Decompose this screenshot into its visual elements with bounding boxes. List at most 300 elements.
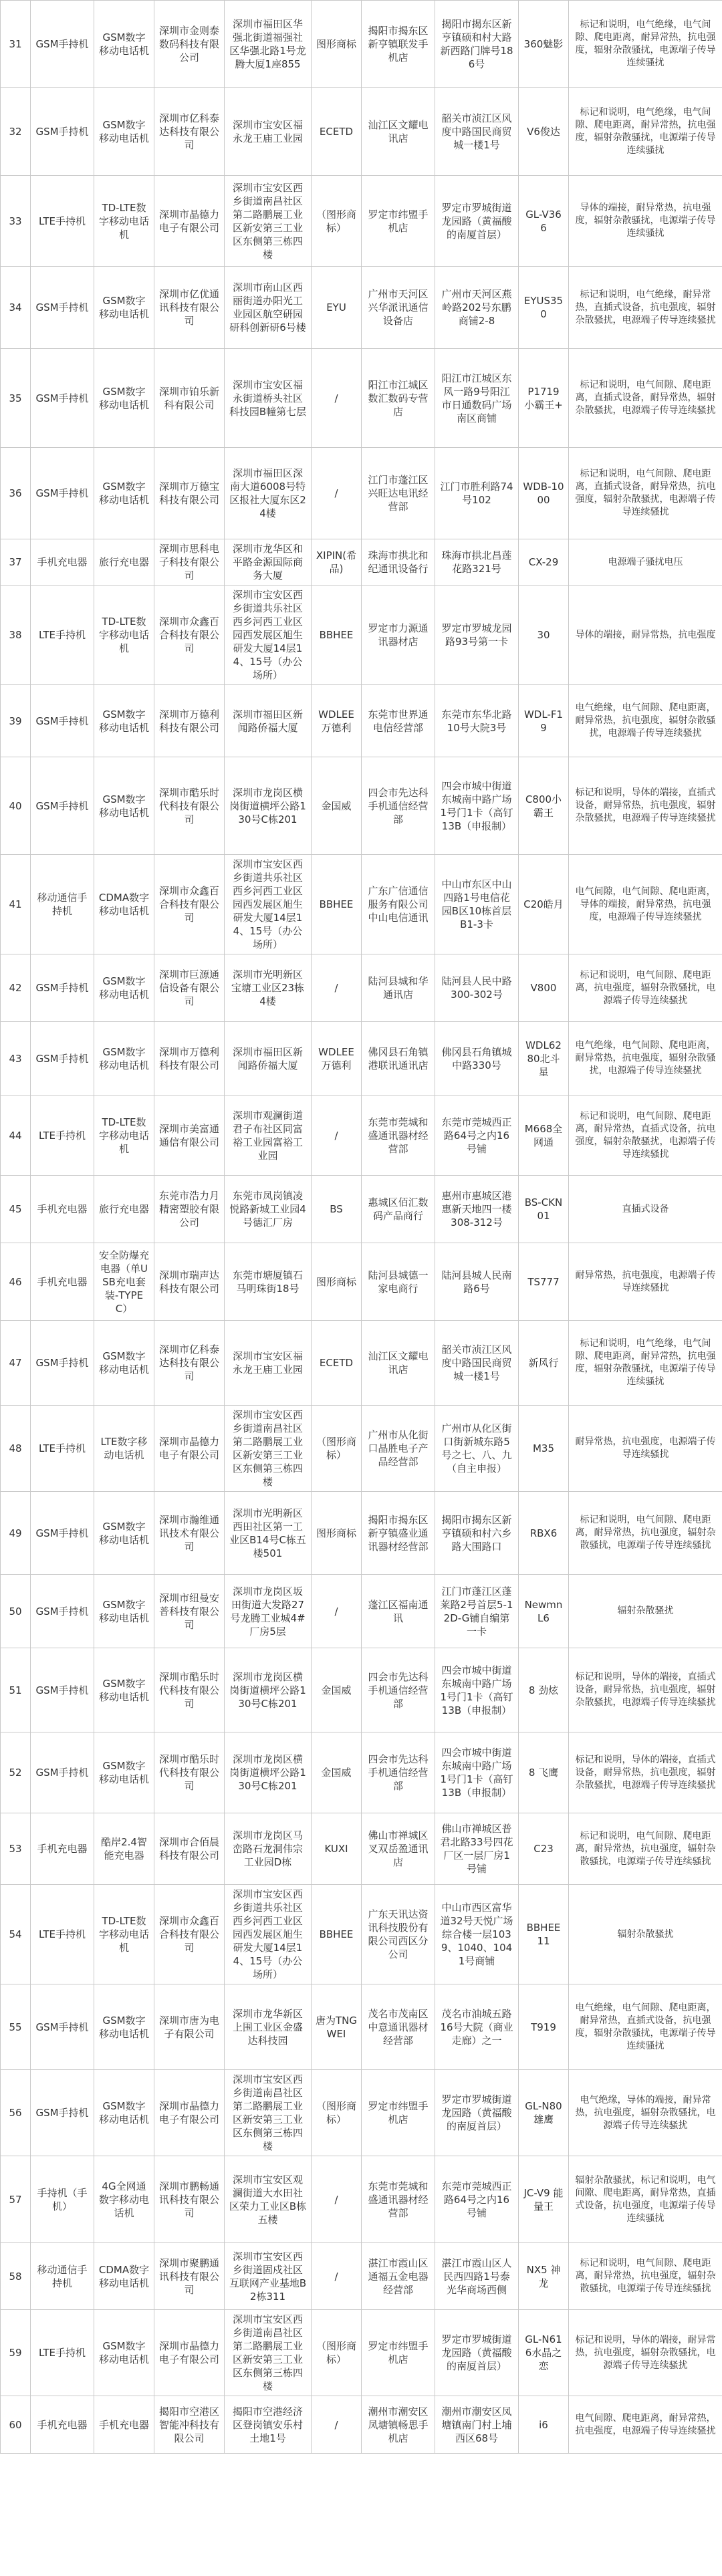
- cell-seller-address: 罗定市罗城龙园路93号第一卡: [435, 586, 519, 685]
- cell-manufacturer: 深圳市金则泰数码科技有限公司: [154, 1, 225, 88]
- cell-trademark: 唐为TNGWEI: [312, 1984, 362, 2070]
- cell-seller-address: 罗定市罗城街道龙园路（黄福酸的南厦首层）: [435, 2310, 519, 2396]
- cell-manufacturer: 深圳市亿优通讯科技有限公司: [154, 267, 225, 349]
- cell-product-category: GSM数字移动电话机: [94, 267, 154, 349]
- cell-row-number: 37: [1, 539, 31, 586]
- cell-seller-address: 江门市胜利路74号102: [435, 448, 519, 539]
- cell-manufacturer: 深圳市晶德力电子有限公司: [154, 2310, 225, 2396]
- cell-manufacturer-address: 深圳市宝安区西乡街道南昌社区第二路鹏展工业区新安第三工业区东侧第三栋四楼: [225, 176, 312, 267]
- cell-trademark: （图形商标）: [312, 2070, 362, 2156]
- cell-nonconformity: 标记和说明，导体的端接，直插式设备，耐异常热，抗电强度，辐射杂散骚扰，电源端子传导连续骚扰: [569, 1648, 722, 1732]
- cell-manufacturer-address: 深圳市宝安区西乡街道南昌社区第二路鹏展工业区新安第三工业区东侧第三栋四楼: [225, 1406, 312, 1492]
- cell-nonconformity: 标记和说明，电气间隙、爬电距离，耐异常热，抗电强度，辐射杂散骚扰，电源端子传导连续骚扰: [569, 2243, 722, 2310]
- cell-trademark: /: [312, 349, 362, 448]
- cell-row-number: 40: [1, 757, 31, 855]
- table-row: [1, 448, 722, 539]
- cell-product-category: GSM数字移动电话机: [94, 1022, 154, 1096]
- cell-row-number: 59: [1, 2310, 31, 2396]
- cell-product-name: GSM手持机: [31, 448, 94, 539]
- cell-seller-address: 陆河县城人民南路6号: [435, 1243, 519, 1321]
- cell-product-category: GSM数字移动电话机: [94, 1321, 154, 1406]
- cell-seller-address: 珠海市拱北昌莲花路321号: [435, 539, 519, 586]
- cell-nonconformity: 标记和说明，导体的端接，直插式设备，耐异常热，抗电强度，辐射杂散骚扰，电源端子传导连续骚扰: [569, 757, 722, 855]
- cell-model: M35: [519, 1406, 569, 1492]
- cell-product-category: CDMA数字移动电话机: [94, 855, 154, 954]
- cell-manufacturer-address: 深圳市宝安区西乡街道南昌社区第二路鹏展工业区新安第三工业区东侧第三栋四楼: [225, 2310, 312, 2396]
- table-row: [1, 1492, 722, 1575]
- cell-trademark: 金国威: [312, 1648, 362, 1732]
- cell-seller: 罗定市力源通讯器材店: [362, 586, 435, 685]
- cell-seller: 汕江区文耀电讯店: [362, 88, 435, 176]
- cell-manufacturer: 深圳市酷乐时代科技有限公司: [154, 757, 225, 855]
- cell-nonconformity: 直插式设备: [569, 1176, 722, 1243]
- cell-nonconformity: 电气绝缘，电气间隙、爬电距离，耐异常热，抗电强度，辐射杂散骚扰，电源端子传导连续骚扰: [569, 1022, 722, 1096]
- cell-product-category: LTE数字移动电话机: [94, 1406, 154, 1492]
- cell-product-category: CDMA数字移动电话机: [94, 2243, 154, 2310]
- table-row: [1, 1406, 722, 1492]
- cell-trademark: BBHEE: [312, 1885, 362, 1984]
- cell-trademark: 图形商标: [312, 1492, 362, 1575]
- table-row: [1, 1, 722, 88]
- cell-row-number: 45: [1, 1176, 31, 1243]
- cell-model: C800小霸王: [519, 757, 569, 855]
- cell-seller: 东莞市世界通电信经营部: [362, 685, 435, 757]
- cell-product-name: GSM手持机: [31, 1984, 94, 2070]
- cell-manufacturer-address: 深圳市龙岗区横岗街道横坪公路130号C栋201: [225, 1648, 312, 1732]
- table-row: [1, 88, 722, 176]
- cell-seller: 陆河县城和华通讯店: [362, 954, 435, 1022]
- table-row: [1, 586, 722, 685]
- cell-seller: 东莞市莞城和盛通讯器材经营部: [362, 1096, 435, 1176]
- cell-row-number: 31: [1, 1, 31, 88]
- cell-manufacturer: 深圳市巨源通信设备有限公司: [154, 954, 225, 1022]
- cell-trademark: BBHEE: [312, 586, 362, 685]
- table-row: [1, 1984, 722, 2070]
- cell-seller-address: 中山市西区富华道32号天悦广场综合楼一层1039、1040、1041号商铺: [435, 1885, 519, 1984]
- cell-product-category: GSM数字移动电话机: [94, 1575, 154, 1648]
- cell-row-number: 41: [1, 855, 31, 954]
- cell-product-category: 手机充电器: [94, 2396, 154, 2454]
- cell-manufacturer-address: 深圳市宝安区观澜街道大水田社区荣力工业区B栋五楼: [225, 2156, 312, 2243]
- cell-product-name: GSM手持机: [31, 685, 94, 757]
- table-row: [1, 1022, 722, 1096]
- cell-manufacturer: 揭阳市空港区智能冲科技有限公司: [154, 2396, 225, 2454]
- table-row: [1, 2310, 722, 2396]
- cell-row-number: 43: [1, 1022, 31, 1096]
- cell-model: 新风行: [519, 1321, 569, 1406]
- cell-trademark: （图形商标）: [312, 176, 362, 267]
- cell-nonconformity: 电气绝缘，电气间隙、爬电距离，耐异常热，抗电强度，辐射杂散骚扰，电源端子传导连续骚扰: [569, 685, 722, 757]
- cell-row-number: 35: [1, 349, 31, 448]
- cell-product-name: 手机充电器: [31, 2396, 94, 2454]
- cell-nonconformity: 标记和说明，电气间隙、爬电距离，直插式设备，耐异常热，抗电强度，辐射杂散骚扰，电源端子传导连续骚扰: [569, 448, 722, 539]
- cell-product-name: GSM手持机: [31, 88, 94, 176]
- cell-seller-address: 江门市蓬江区蓬莱路2号首层5-12D-G铺自编第一卡: [435, 1575, 519, 1648]
- table-row: [1, 1732, 722, 1813]
- cell-trademark: EYU: [312, 267, 362, 349]
- cell-product-name: GSM手持机: [31, 1492, 94, 1575]
- cell-seller: 陆河县城德一家电商行: [362, 1243, 435, 1321]
- cell-model: GL-N616水晶之恋: [519, 2310, 569, 2396]
- cell-trademark: /: [312, 2243, 362, 2310]
- cell-product-category: GSM数字移动电话机: [94, 954, 154, 1022]
- cell-seller-address: 罗定市罗城街道龙园路（黄福酸的南厦首层）: [435, 2070, 519, 2156]
- cell-model: CX-29: [519, 539, 569, 586]
- cell-row-number: 52: [1, 1732, 31, 1813]
- cell-seller: 珠海市拱北和纪通讯设备行: [362, 539, 435, 586]
- cell-model: M668全网通: [519, 1096, 569, 1176]
- cell-seller: 广东天讯达资讯科技股份有限公司西区分公司: [362, 1885, 435, 1984]
- cell-manufacturer: 深圳市众鑫百合科技有限公司: [154, 586, 225, 685]
- cell-model: P1719小霸王+: [519, 349, 569, 448]
- cell-nonconformity: 导体的端接，耐异常热，抗电强度: [569, 586, 722, 685]
- cell-row-number: 42: [1, 954, 31, 1022]
- cell-product-name: LTE手持机: [31, 586, 94, 685]
- cell-product-name: 手机充电器: [31, 539, 94, 586]
- cell-product-category: GSM数字移动电话机: [94, 1984, 154, 2070]
- cell-manufacturer-address: 深圳市龙华新区上围工业区金盛达科技园: [225, 1984, 312, 2070]
- cell-manufacturer: 深圳市铂乐新科有限公司: [154, 349, 225, 448]
- table-row: [1, 1096, 722, 1176]
- cell-product-category: GSM数字移动电话机: [94, 2070, 154, 2156]
- cell-model: 360魅影: [519, 1, 569, 88]
- cell-trademark: ECETD: [312, 88, 362, 176]
- cell-trademark: /: [312, 2396, 362, 2454]
- cell-model: WDL-F19: [519, 685, 569, 757]
- cell-manufacturer: 深圳市鹏畅通讯科技有限公司: [154, 2156, 225, 2243]
- cell-product-name: 手持机（手机）: [31, 2156, 94, 2243]
- cell-manufacturer: 深圳市思科电子科技有限公司: [154, 539, 225, 586]
- cell-seller-address: 东莞市莞城西正路64号之内16号铺: [435, 1096, 519, 1176]
- table-row: [1, 2156, 722, 2243]
- cell-product-name: LTE手持机: [31, 1885, 94, 1984]
- cell-nonconformity: 标记和说明，电气绝缘，电气间隙、爬电距离，耐异常热，抗电强度，辐射杂散骚扰，电源端子传导连续骚扰: [569, 88, 722, 176]
- cell-seller: 四会市先达科手机通信经营部: [362, 757, 435, 855]
- cell-row-number: 34: [1, 267, 31, 349]
- cell-product-category: GSM数字移动电话机: [94, 757, 154, 855]
- cell-trademark: （图形商标）: [312, 1406, 362, 1492]
- cell-product-name: LTE手持机: [31, 1096, 94, 1176]
- table-row: [1, 2243, 722, 2310]
- cell-row-number: 49: [1, 1492, 31, 1575]
- cell-nonconformity: 标记和说明，导体的端接，耐异常热，抗电强度，辐射杂散骚扰，电源端子传导连续骚扰: [569, 2310, 722, 2396]
- cell-manufacturer: 深圳市美富通通信有限公司: [154, 1096, 225, 1176]
- cell-manufacturer: 深圳市瑞声达科技有限公司: [154, 1243, 225, 1321]
- cell-manufacturer: 深圳市万德宝科技有限公司: [154, 448, 225, 539]
- cell-manufacturer-address: 深圳市福田区华强北街道福强社区华强北路1号龙腾大厦1座855: [225, 1, 312, 88]
- cell-seller-address: 中山市东区中山四路1号电信花园B区10栋首层B1-3卡: [435, 855, 519, 954]
- cell-manufacturer: 深圳市酷乐时代科技有限公司: [154, 1648, 225, 1732]
- cell-seller-address: 韶关市浈江区风度中路国民商贸城一楼1号: [435, 88, 519, 176]
- cell-product-category: GSM数字移动电话机: [94, 349, 154, 448]
- cell-nonconformity: 电气绝缘，电气间隙、爬电距离，耐异常热，直插式设备，抗电强度，辐射杂散骚扰，电源端子传导连续骚扰: [569, 1984, 722, 2070]
- cell-manufacturer: 深圳市晶德力电子有限公司: [154, 176, 225, 267]
- table-row: [1, 2396, 722, 2454]
- cell-product-name: GSM手持机: [31, 1321, 94, 1406]
- cell-nonconformity: 标记和说明，电气绝缘，电气间隙、爬电距离，耐异常热，抗电强度，辐射杂散骚扰，电源端子传导连续骚扰: [569, 1321, 722, 1406]
- cell-seller-address: 揭阳市揭东区新亨镇硕和村六乡路大围路口: [435, 1492, 519, 1575]
- table-row: [1, 1885, 722, 1984]
- cell-trademark: （图形商标）: [312, 2310, 362, 2396]
- cell-nonconformity: 耐异常热，抗电强度，电源端子传导连续骚扰: [569, 1243, 722, 1321]
- cell-nonconformity: 耐异常热，抗电强度，电源端子传导连续骚扰: [569, 1406, 722, 1492]
- cell-seller-address: 四会市城中街道东城南中路广场1号门1卡（高钉13B（申报制）: [435, 757, 519, 855]
- cell-nonconformity: 电气绝缘，导体的端接，耐异常热，抗电强度，辐射杂散骚扰，电源端子传导连续骚扰: [569, 2070, 722, 2156]
- cell-seller-address: 佛山市禅城区普君北路33号四花厂区一层厂房1号铺: [435, 1813, 519, 1885]
- table-row: [1, 2070, 722, 2156]
- cell-seller-address: 潮州市潮安区凤塘镇南门村上埔西区68号: [435, 2396, 519, 2454]
- cell-model: WDL6280北斗星: [519, 1022, 569, 1096]
- cell-model: NX5 神龙: [519, 2243, 569, 2310]
- cell-nonconformity: 标记和说明，电气绝缘，电气间隙、爬电距离，耐异常热，抗电强度，辐射杂散骚扰，电源端子传导连续骚扰: [569, 1, 722, 88]
- cell-model: 8 飞鹰: [519, 1732, 569, 1813]
- cell-product-name: GSM手持机: [31, 1022, 94, 1096]
- cell-seller: 广州市天河区兴华派讯通信设备店: [362, 267, 435, 349]
- cell-row-number: 56: [1, 2070, 31, 2156]
- table-row: [1, 539, 722, 586]
- cell-seller-address: 四会市城中街道东城南中路广场1号门1卡（高钉13B（申报制）: [435, 1732, 519, 1813]
- cell-seller: 惠城区佰汇数码产品商行: [362, 1176, 435, 1243]
- cell-nonconformity: 标记和说明，电气间隙、爬电距离，耐异常热，抗电强度，辐射杂散骚扰，电源端子传导连续骚扰: [569, 1813, 722, 1885]
- cell-trademark: /: [312, 2156, 362, 2243]
- cell-manufacturer: 深圳市亿科泰达科技有限公司: [154, 1321, 225, 1406]
- cell-manufacturer-address: 深圳市宝安区福永龙王庙工业园: [225, 88, 312, 176]
- cell-manufacturer-address: 深圳市观澜街道君子布社区同富裕工业园富裕工业园: [225, 1096, 312, 1176]
- cell-manufacturer-address: 深圳市龙岗区横岗街道横坪公路130号C栋201: [225, 1732, 312, 1813]
- cell-manufacturer-address: 深圳市光明新区西田社区第一工业区B14号C栋五楼501: [225, 1492, 312, 1575]
- cell-seller-address: 罗定市罗城街道龙园路（黄福酸的南厦首层）: [435, 176, 519, 267]
- cell-manufacturer: 东莞市浩力月精密塑胶有限公司: [154, 1176, 225, 1243]
- cell-manufacturer: 深圳市晶德力电子有限公司: [154, 2070, 225, 2156]
- cell-seller-address: 陆河县人民中路300-302号: [435, 954, 519, 1022]
- cell-manufacturer: 深圳市众鑫百合科技有限公司: [154, 1885, 225, 1984]
- cell-manufacturer: 深圳市纽曼安普科技有限公司: [154, 1575, 225, 1648]
- table-row: [1, 267, 722, 349]
- cell-manufacturer-address: 东莞市凤岗镇凌悦路新城工业园4号德汇厂房: [225, 1176, 312, 1243]
- cell-trademark: BBHEE: [312, 855, 362, 954]
- cell-manufacturer: 深圳市合佰晨科技有限公司: [154, 1813, 225, 1885]
- cell-seller-address: 东莞市莞城西正路64号之内16号铺: [435, 2156, 519, 2243]
- cell-trademark: 图形商标: [312, 1, 362, 88]
- cell-row-number: 55: [1, 1984, 31, 2070]
- cell-row-number: 50: [1, 1575, 31, 1648]
- cell-seller-address: 广州市天河区燕岭路202号东鹏商铺2-8: [435, 267, 519, 349]
- cell-row-number: 46: [1, 1243, 31, 1321]
- cell-product-category: TD-LTE数字移动电话机: [94, 586, 154, 685]
- cell-seller: 四会市先达科手机通信经营部: [362, 1732, 435, 1813]
- cell-manufacturer-address: 深圳市龙华区和平路金源国际商务大厦: [225, 539, 312, 586]
- cell-row-number: 38: [1, 586, 31, 685]
- cell-seller: 佛山市禅城区叉双岳盈通讯店: [362, 1813, 435, 1885]
- cell-trademark: 图形商标: [312, 1243, 362, 1321]
- cell-trademark: 金国威: [312, 1732, 362, 1813]
- cell-manufacturer: 深圳市亿科泰达科技有限公司: [154, 88, 225, 176]
- cell-product-name: 手机充电器: [31, 1176, 94, 1243]
- cell-manufacturer: 深圳市酷乐时代科技有限公司: [154, 1732, 225, 1813]
- cell-nonconformity: 标记和说明，电气间隙、爬电距离，直插式设备，耐异常热，辐射杂散骚扰，电源端子传导连续骚扰: [569, 349, 722, 448]
- cell-manufacturer: 深圳市万德利科技有限公司: [154, 1022, 225, 1096]
- cell-trademark: /: [312, 954, 362, 1022]
- table-row: [1, 1176, 722, 1243]
- cell-seller-address: 广州市从化区街口街新城东路5号之七、八、九（自主申报）: [435, 1406, 519, 1492]
- cell-seller-address: 茂名市油城五路16号大院（商业走廊）之一: [435, 1984, 519, 2070]
- cell-seller: 阳江市江城区数汇数码专营店: [362, 349, 435, 448]
- cell-nonconformity: 辐射杂散骚扰，标记和说明，电气间隙、爬电距离，耐异常热，直插式设备，抗电强度，电源端子传导连续骚扰: [569, 2156, 722, 2243]
- cell-seller: 广东广信通信服务有限公司中山电信通讯: [362, 855, 435, 954]
- cell-manufacturer: 深圳市瀚维通讯技术有限公司: [154, 1492, 225, 1575]
- cell-seller: 四会市先达科手机通信经营部: [362, 1648, 435, 1732]
- cell-nonconformity: 标记和说明，导体的端接，直插式设备，耐异常热，抗电强度，辐射杂散骚扰，电源端子传导连续骚扰: [569, 1732, 722, 1813]
- cell-product-name: LTE手持机: [31, 2310, 94, 2396]
- cell-seller-address: 韶关市浈江区风度中路国民商贸城一楼1号: [435, 1321, 519, 1406]
- cell-seller-address: 东莞市东华北路10号大院3号: [435, 685, 519, 757]
- cell-seller: 茂名市茂南区中意通讯器材经营部: [362, 1984, 435, 2070]
- table-row: [1, 954, 722, 1022]
- cell-row-number: 44: [1, 1096, 31, 1176]
- cell-nonconformity: 辐射杂散骚扰: [569, 1885, 722, 1984]
- cell-product-name: 手机充电器: [31, 1813, 94, 1885]
- cell-model: GL-V366: [519, 176, 569, 267]
- cell-manufacturer-address: 深圳市福田区新闻路侨福大厦: [225, 1022, 312, 1096]
- cell-model: JC-V9 能量王: [519, 2156, 569, 2243]
- cell-manufacturer-address: 揭阳市空港经济区登岗镇安乐村土地1号: [225, 2396, 312, 2454]
- cell-seller: 东莞市莞城和盛通讯器材经营部: [362, 2156, 435, 2243]
- cell-row-number: 47: [1, 1321, 31, 1406]
- cell-trademark: 金国威: [312, 757, 362, 855]
- cell-product-name: GSM手持机: [31, 1, 94, 88]
- cell-seller-address: 惠州市惠城区港惠新天地四一楼308-312号: [435, 1176, 519, 1243]
- cell-row-number: 60: [1, 2396, 31, 2454]
- cell-seller: 佛冈县石角镇港联讯通讯店: [362, 1022, 435, 1096]
- cell-product-name: GSM手持机: [31, 267, 94, 349]
- cell-model: V800: [519, 954, 569, 1022]
- cell-product-name: 移动通信手持机: [31, 2243, 94, 2310]
- cell-product-category: GSM数字移动电话机: [94, 448, 154, 539]
- cell-product-name: 手机充电器: [31, 1243, 94, 1321]
- cell-manufacturer: 深圳市众鑫百合科技有限公司: [154, 855, 225, 954]
- table-row: [1, 757, 722, 855]
- cell-manufacturer-address: 深圳市宝安区福永龙王庙工业园: [225, 1321, 312, 1406]
- cell-model: TS777: [519, 1243, 569, 1321]
- cell-model: T919: [519, 1984, 569, 2070]
- cell-seller-address: 佛冈县石角镇城中路330号: [435, 1022, 519, 1096]
- cell-product-category: 4G全网通数字移动电话机: [94, 2156, 154, 2243]
- cell-manufacturer-address: 深圳市宝安区西乡街道共乐社区西乡河西工业区园西发展区旭生研发大厦14层14、15号（办公场所）: [225, 1885, 312, 1984]
- cell-manufacturer-address: 深圳市龙岗区坂田街道大发路27号龙腾工业城4#厂房5层: [225, 1575, 312, 1648]
- cell-row-number: 58: [1, 2243, 31, 2310]
- cell-product-category: GSM数字移动电话机: [94, 1, 154, 88]
- cell-seller-address: 四会市城中街道东城南中路广场1号门1卡（高钉13B（申报制）: [435, 1648, 519, 1732]
- table-row: [1, 855, 722, 954]
- cell-manufacturer-address: 深圳市宝安区西乡街道南昌社区第二路鹏展工业区新安第三工业区东侧第三栋四楼: [225, 2070, 312, 2156]
- cell-nonconformity: 标记和说明，电气间隙、爬电距离，耐异常热，抗电强度，辐射杂散骚扰，电源端子传导连续骚扰: [569, 1492, 722, 1575]
- cell-product-category: GSM数字移动电话机: [94, 88, 154, 176]
- table-body: [1, 1, 722, 2454]
- cell-trademark: BS: [312, 1176, 362, 1243]
- cell-product-name: GSM手持机: [31, 1648, 94, 1732]
- cell-product-name: GSM手持机: [31, 1732, 94, 1813]
- table-row: [1, 176, 722, 267]
- cell-model: GL-N80雄鹰: [519, 2070, 569, 2156]
- cell-row-number: 53: [1, 1813, 31, 1885]
- cell-manufacturer-address: 深圳市南山区西丽街道办阳光工业园区航空研园研科创新研6号楼: [225, 267, 312, 349]
- table-row: [1, 685, 722, 757]
- cell-model: EYUS350: [519, 267, 569, 349]
- cell-manufacturer-address: 深圳市龙岗区横岗街道横坪公路130号C栋201: [225, 757, 312, 855]
- cell-manufacturer-address: 深圳市光明新区宝塘工业区23栋4楼: [225, 954, 312, 1022]
- cell-model: 30: [519, 586, 569, 685]
- cell-model: C23: [519, 1813, 569, 1885]
- table-row: [1, 1648, 722, 1732]
- cell-seller: 揭阳市揭东区新亨镇盛业通讯器材经营部: [362, 1492, 435, 1575]
- cell-product-category: TD-LTE数字移动电话机: [94, 1885, 154, 1984]
- cell-manufacturer-address: 深圳市宝安区西乡街道共乐社区西乡河西工业区园西发展区旭生研发大厦14层14、15号（办公场所）: [225, 586, 312, 685]
- cell-product-name: GSM手持机: [31, 1575, 94, 1648]
- cell-seller: 江门市蓬江区兴旺达电讯经营部: [362, 448, 435, 539]
- cell-nonconformity: 电气间隙，电气间隙、爬电距离，导体的端接，耐异常热，抗电强度，电源端子传导连续骚扰: [569, 855, 722, 954]
- cell-model: Newmn L6: [519, 1575, 569, 1648]
- cell-nonconformity: 标记和说明，电气绝缘，耐异常热，直插式设备，抗电强度，辐射杂散骚扰，电源端子传导连续骚扰: [569, 267, 722, 349]
- cell-trademark: /: [312, 448, 362, 539]
- cell-product-category: 旅行充电器: [94, 1176, 154, 1243]
- cell-manufacturer-address: 深圳市宝安区西乡街道共乐社区西乡河西工业区园西发展区旭生研发大厦14层14、15号（办公场所）: [225, 855, 312, 954]
- cell-seller: 广州市从化街口晶胜电子产品经营部: [362, 1406, 435, 1492]
- cell-product-name: GSM手持机: [31, 2070, 94, 2156]
- cell-product-category: 旅行充电器: [94, 539, 154, 586]
- table-row: [1, 1813, 722, 1885]
- cell-model: i6: [519, 2396, 569, 2454]
- cell-nonconformity: 辐射杂散骚扰: [569, 1575, 722, 1648]
- cell-manufacturer-address: 东莞市塘厦镇石马明珠街18号: [225, 1243, 312, 1321]
- cell-product-category: GSM数字移动电话机: [94, 1492, 154, 1575]
- cell-seller: 罗定市纬盟手机店: [362, 2070, 435, 2156]
- cell-manufacturer-address: 深圳市福田区新闻路侨福大厦: [225, 685, 312, 757]
- cell-seller-address: 揭阳市揭东区新亨镇硕和村大路新西路门牌号186号: [435, 1, 519, 88]
- cell-model: WDB-1000: [519, 448, 569, 539]
- cell-row-number: 33: [1, 176, 31, 267]
- cell-trademark: XIPIN(希品): [312, 539, 362, 586]
- cell-product-name: LTE手持机: [31, 1406, 94, 1492]
- cell-product-category: 酷岸2.4智能充电器: [94, 1813, 154, 1885]
- cell-nonconformity: 标记和说明，电气间隙、爬电距离，耐异常热，直插式设备，抗电强度，辐射杂散骚扰，电源端子传导连续骚扰: [569, 1096, 722, 1176]
- cell-product-category: TD-LTE数字移动电话机: [94, 176, 154, 267]
- cell-nonconformity: 导体的端接，耐异常热，抗电强度，辐射杂散骚扰，电源端子传导连续骚扰: [569, 176, 722, 267]
- cell-nonconformity: 电气间隙、爬电距离，耐异常热，抗电强度，电源端子传导连续骚扰: [569, 2396, 722, 2454]
- cell-seller: 揭阳市揭东区新亨镇联发手机店: [362, 1, 435, 88]
- cell-manufacturer-address: 深圳市福田区深南大道6008号特区报社大厦东区24楼: [225, 448, 312, 539]
- cell-row-number: 48: [1, 1406, 31, 1492]
- cell-product-category: TD-LTE数字移动电话机: [94, 1096, 154, 1176]
- cell-product-category: GSM数字移动电话机: [94, 2310, 154, 2396]
- cell-model: RBX6: [519, 1492, 569, 1575]
- cell-row-number: 57: [1, 2156, 31, 2243]
- cell-seller: 潮州市潮安区凤塘镇畅思手机店: [362, 2396, 435, 2454]
- cell-product-category: GSM数字移动电话机: [94, 1648, 154, 1732]
- cell-product-category: 安全防爆充电器（单USB充电套装-TYPE C）: [94, 1243, 154, 1321]
- cell-seller: 罗定市纬盟手机店: [362, 2310, 435, 2396]
- cell-row-number: 39: [1, 685, 31, 757]
- cell-trademark: /: [312, 1575, 362, 1648]
- cell-product-name: GSM手持机: [31, 757, 94, 855]
- cell-product-name: GSM手持机: [31, 954, 94, 1022]
- table-row: [1, 1243, 722, 1321]
- cell-seller-address: 阳江市江城区东风一路9号阳江市日通数码广场南区商铺: [435, 349, 519, 448]
- cell-seller: 罗定市纬盟手机店: [362, 176, 435, 267]
- cell-product-name: 移动通信手持机: [31, 855, 94, 954]
- cell-seller-address: 湛江市霞山区人民西四路1号泰光华商场西侧: [435, 2243, 519, 2310]
- cell-trademark: WDLEE万德利: [312, 685, 362, 757]
- cell-model: BBHEE 11: [519, 1885, 569, 1984]
